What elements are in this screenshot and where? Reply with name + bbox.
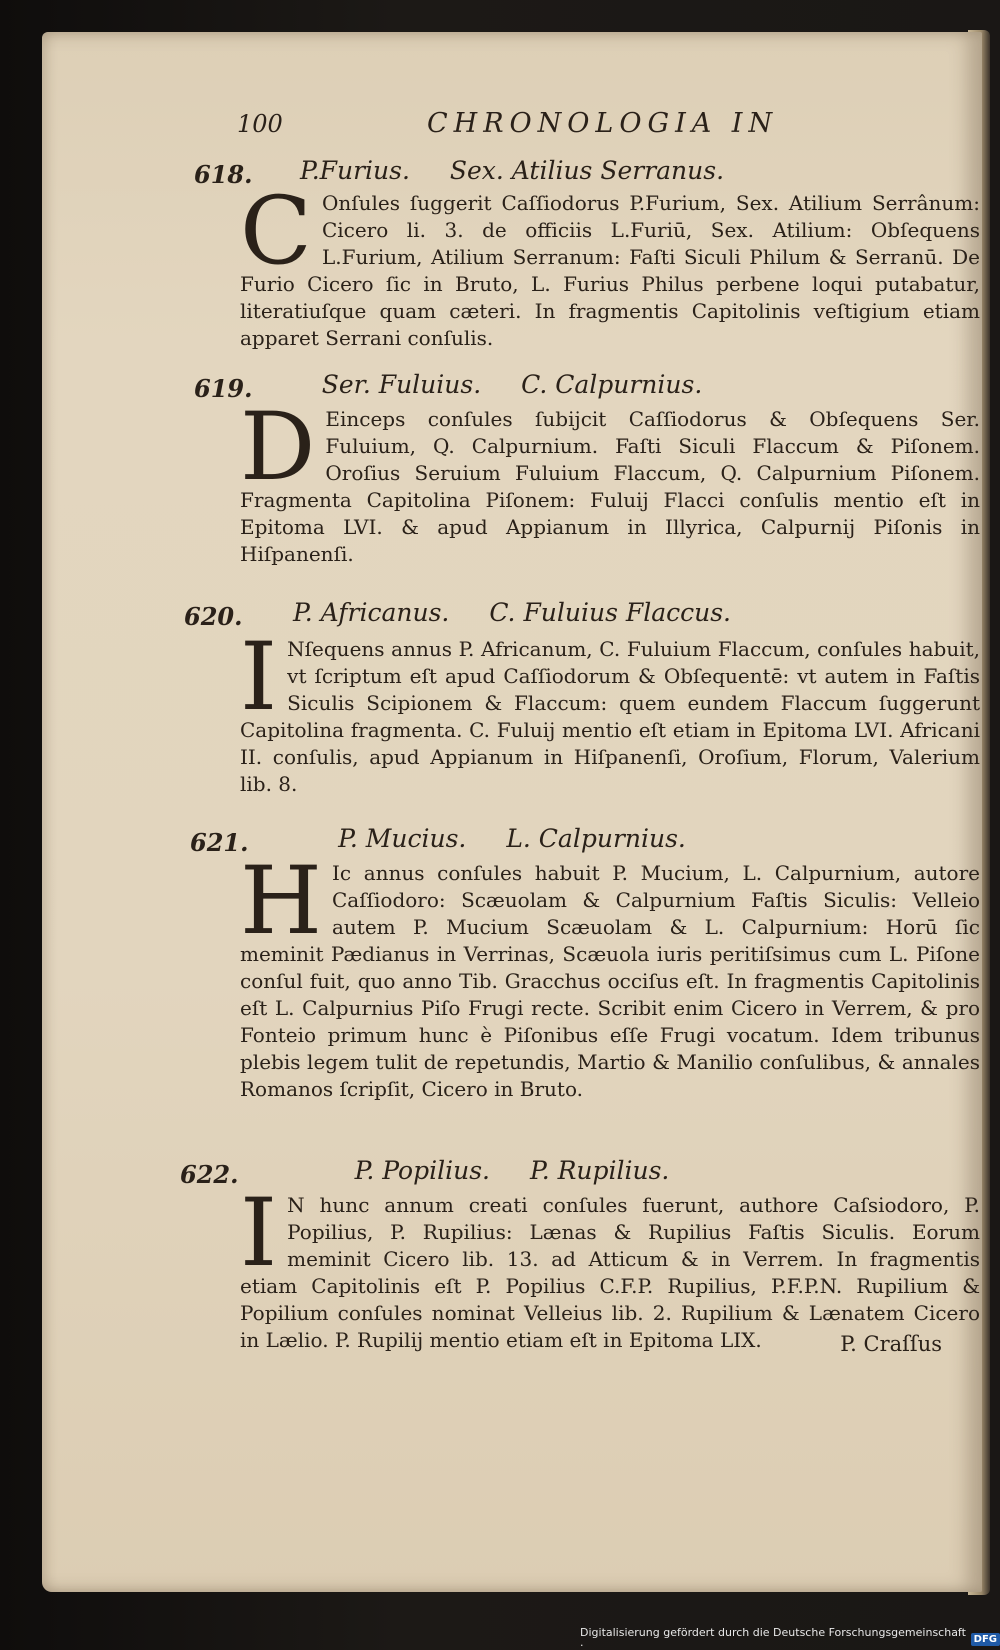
drop-initial: I	[240, 1179, 278, 1288]
footer-credit	[580, 1628, 1000, 1650]
consul-heading	[42, 598, 982, 627]
entry-text: Ic annus conſules habuit P. Mucium, L. Calpurnium, autore Caſſiodoro: Scæuolam & Calpurnium Faſtis Siculis: Velleio autem P. Mucium Scæuolam & L. Calpurnium: Horū ſic meminit Pædianus in Verrinas, Scæuola iuris peritiſsimus cum L. Piſone conſul fuit, quo anno Tib. Gracchus occiſus eſt. In fragmentis Capitolinis eſt L. Calpurnius Piſo Frugi recte. Scribit enim Cicero in Verrem, & pro Fonteio primum hunc è Piſonibus eſſe Frugi vocatum. Idem tribunus plebis legem tulit de repetundis, Martio & Manilio conſulibus, & annales Romanos ſcripſit, Cicero in Bruto.	[240, 861, 980, 1101]
page-number: 100	[237, 110, 283, 138]
consul-name: P. Mucius.	[338, 824, 467, 853]
entry-text: Einceps conſules ſubijcit Caſſiodorus & Obſequens Ser. Fuluium, Q. Calpurnium. Faſti Siculi Flaccum & Piſonem. Oroſius Seruium Fuluium Flaccum, Q. Calpurnium Piſonem. Fragmenta Capitolina Piſonem: Fuluij Flacci conſulis mentio eſt in Epitoma LVI. & apud Appianum in Illyrica, Calpurnij Piſonis in Hiſpanenſi.	[240, 407, 980, 566]
consul-name: L. Calpurnius.	[506, 824, 686, 853]
drop-initial: H	[240, 847, 322, 956]
consul-name: P. Rupilius.	[529, 1156, 670, 1185]
year-label: 622.	[180, 1160, 239, 1189]
entry-paragraph	[240, 623, 980, 798]
footer-credit-text: Digitalisierung gefördert durch die Deutsche Forschungsgemeinschaft ·	[580, 1626, 966, 1650]
entry-paragraph	[240, 847, 980, 1103]
consul-name: P. Popilius.	[354, 1156, 490, 1185]
drop-initial: C	[240, 177, 312, 286]
consul-name: C. Calpurnius.	[521, 370, 703, 399]
book-page	[42, 32, 982, 1592]
consul-name: P. Africanus.	[293, 598, 450, 627]
entry-text: N hunc annum creati conſules fuerunt, authore Caſsiodoro, P. Popilius, P. Rupilius: Lænas & Rupilius Faſtis Siculis. Eorum meminit Cicero lib. 13. ad Atticum & in Verrem. In fragmentis etiam Capitolinis eſt P. Popilius C.F.P. Rupilius, P.F.P.N. Rupilium & Popilium conſules nominat Velleius lib. 2. Rupilium & Lænatem Cicero in Lælio. P. Rupilij mentio etiam eſt in Epitoma LIX.	[240, 1193, 980, 1352]
drop-initial: I	[240, 623, 278, 732]
entry-paragraph	[240, 1179, 980, 1354]
consul-name: Sex. Atilius Serranus.	[449, 156, 725, 185]
consul-name: C. Fuluius Flaccus.	[489, 598, 731, 627]
entry-text: Nſequens annus P. Africanum, C. Fuluium Flaccum, conſules habuit, vt ſcriptum eſt apud Caſſiodorum & Obſequentē: vt autem in Faſtis Siculis Scipionem & Flaccum: quem eundem Flaccum ſuggerunt Capitolina fragmenta. C. Fuluij mentio eſt etiam in Epitoma LVI. Africani II. conſulis, apud Appianum in Hiſpanenſi, Oroſium, Florum, Valerium lib. 8.	[240, 637, 980, 796]
entry-text: Onſules ſuggerit Caſſiodorus P.Furium, Sex. Atilium Serrânum: Cicero li. 3. de officiis L.Furiū, Sex. Atilium: Obſequens L.Furium, Atilium Serranum: Faſti Siculi Philum & Serranū. De Furio Cicero ſic in Bruto, L. Furius Philus perbene loqui putabatur, literatiuſque quam cæteri. In fragmentis Capitolinis veſtigium etiam apparet Serrani conſulis.	[240, 191, 980, 350]
consul-heading	[42, 1156, 982, 1185]
year-label: 618.	[194, 160, 253, 189]
drop-initial: D	[240, 393, 316, 502]
consul-heading	[42, 370, 982, 399]
consul-heading	[42, 824, 982, 853]
catchword: P. Craſſus	[840, 1332, 942, 1356]
year-label: 621.	[190, 828, 249, 857]
consul-name: Ser. Fuluius.	[321, 370, 482, 399]
running-title: CHRONOLOGIA IN	[427, 108, 779, 139]
year-label: 619.	[194, 374, 253, 403]
consul-name: P.Furius.	[299, 156, 410, 185]
entry-paragraph	[240, 393, 980, 568]
consul-heading	[42, 156, 982, 185]
dfg-logo: DFG	[971, 1633, 1000, 1646]
year-label: 620.	[184, 602, 243, 631]
entry-paragraph	[240, 177, 980, 352]
